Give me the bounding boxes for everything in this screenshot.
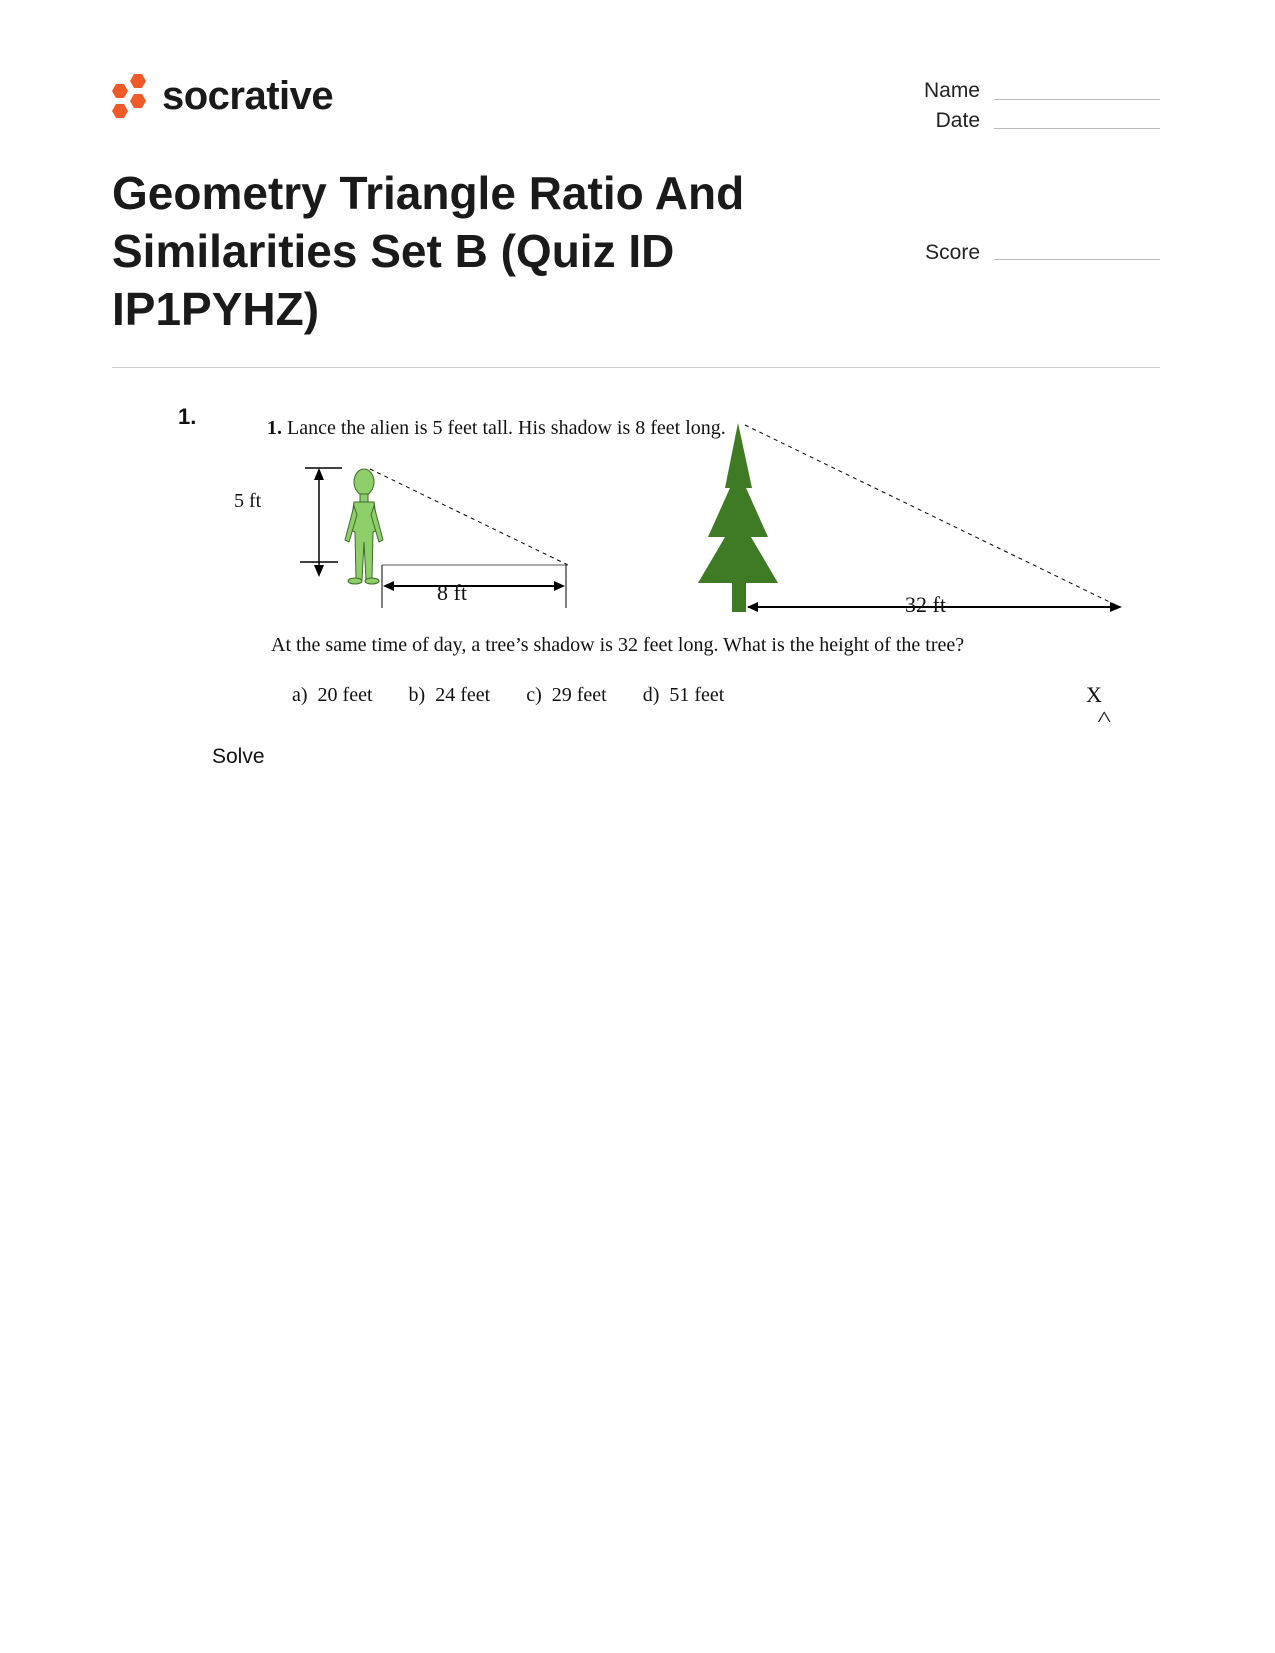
page-title: Geometry Triangle Ratio And Similarities Set B (Quiz ID IP1PYHZ): [112, 167, 745, 335]
answer-choices: [292, 684, 724, 707]
tree-shadow-label: 32 ft: [905, 592, 946, 617]
answer-mark: X: [1086, 682, 1102, 707]
caret-mark: ^: [1097, 706, 1111, 731]
question-prompt: Lance the alien is 5 feet tall. His shadow is 8 feet long.: [287, 417, 726, 439]
choice-c[interactable]: c) 29 feet: [526, 684, 607, 706]
choice-a[interactable]: a) 20 feet: [292, 684, 373, 706]
shadow-diagram: [220, 420, 1170, 620]
name-field[interactable]: [994, 99, 1160, 100]
date-field[interactable]: [994, 128, 1160, 129]
inner-question-number: 1.: [267, 417, 282, 439]
solve-label: Solve: [212, 745, 265, 768]
divider: [112, 367, 1160, 368]
question-number: 1.: [178, 404, 197, 429]
name-label: Name: [923, 79, 980, 102]
score-label: Score: [925, 241, 980, 264]
alien-shadow-label: 8 ft: [437, 580, 467, 605]
alien-height-label: 5 ft: [234, 490, 262, 512]
score-field[interactable]: [994, 259, 1160, 260]
date-label: Date: [935, 109, 980, 132]
choice-b[interactable]: b) 24 feet: [408, 684, 491, 706]
alien-icon: [345, 469, 383, 584]
question-text: At the same time of day, a tree’s shadow is 32 feet long. What is the height of the tree?: [271, 634, 965, 656]
tree-icon: [698, 423, 778, 612]
choice-d[interactable]: d) 51 feet: [642, 684, 725, 706]
brand-name: socrative: [162, 74, 334, 118]
socrative-logo-icon: [110, 72, 152, 122]
